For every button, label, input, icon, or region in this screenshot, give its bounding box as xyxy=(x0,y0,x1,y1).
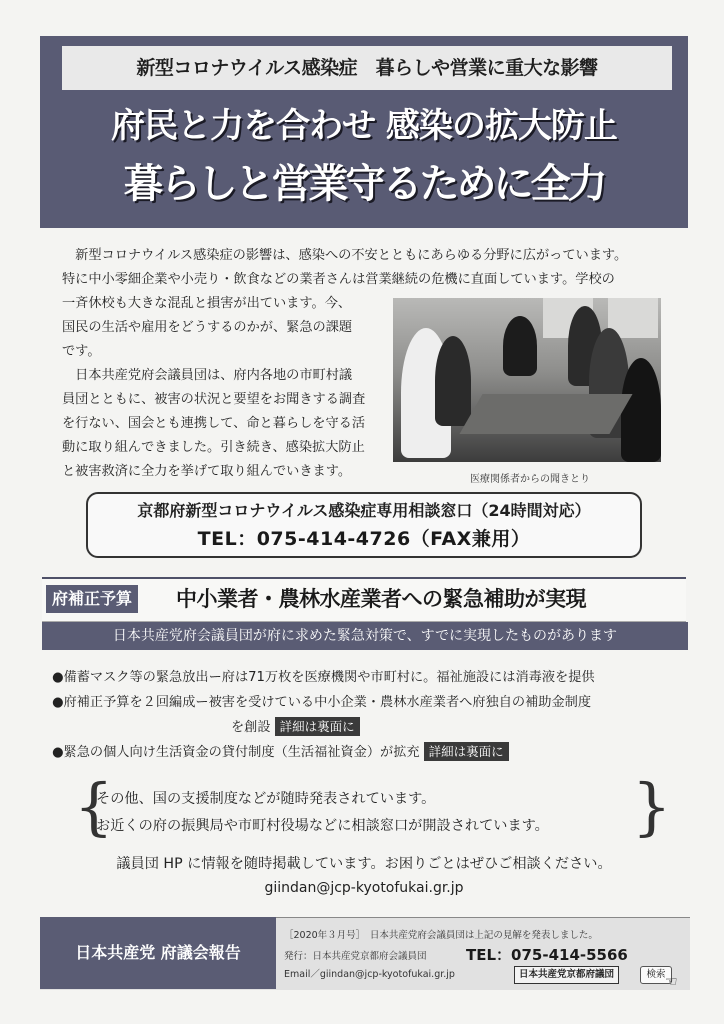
left-brace: { xyxy=(74,770,114,843)
budget-title: 中小業者・農林水産業者への緊急補助が実現 xyxy=(176,587,586,611)
body-line: 一斉休校も大きな混乱と損害が出ています。今、 xyxy=(62,296,352,311)
consultation-title: 京都府新型コロナウイルス感染症専用相談窓口（24時間対応） xyxy=(137,501,591,520)
contact-email[interactable]: giindan@jcp-kyotofukai.gr.jp xyxy=(264,880,464,896)
meeting-photo xyxy=(393,298,661,462)
budget-subtitle: 日本共産党府会議員団が府に求めた緊急対策で、すでに実現したものがあります xyxy=(42,622,688,650)
bullet-living-fund xyxy=(52,741,509,765)
detail-tag: 詳細は裏面に xyxy=(424,742,509,761)
detail-tag: 詳細は裏面に xyxy=(275,717,360,736)
bullet-supplementary-budget-cont xyxy=(231,716,360,740)
footer-issue-line: ［2020年３月号］ 日本共産党府会議員団は上記の見解を発表しました。 xyxy=(284,930,598,941)
body-line: 員団とともに、被害の状況と要望をお聞きする調査 xyxy=(62,392,366,407)
right-brace: } xyxy=(632,770,672,843)
bullet-mask-release: ●備蓄マスク等の緊急放出ー府は71万枚を医療機関や市町村に。福祉施設には消毒液を提供 xyxy=(52,670,595,685)
search-button[interactable]: 検索 xyxy=(640,966,672,984)
body-line: です。 xyxy=(62,344,101,359)
footer-title: 日本共産党 府議会報告 xyxy=(75,943,241,962)
photo-caption: 医療関係者からの聞きとり xyxy=(470,474,590,485)
footer-publisher: 発行：日本共産党京都府会議員団 xyxy=(284,951,427,962)
headline-primary: 府民と力を合わせ 感染の拡大防止 xyxy=(111,106,617,146)
body-line: を行ない、国会とも連携して、命と暮らしを守る活 xyxy=(62,416,366,431)
body-line: 特に中小零細企業や小売り・飲食などの業者さんは営業継続の危機に直面しています。学校の xyxy=(62,272,615,287)
body-line: と被害救済に全力を挙げて取り組んでいきます。 xyxy=(62,464,352,479)
bullet-supplementary-budget: ●府補正予算を２回編成ー被害を受けている中小企業・農林水産業者へ府独自の補助金制度 xyxy=(52,695,592,710)
body-line: 新型コロナウイルス感染症の影響は、感染への不安とともにあらゆる分野に広がっています。 xyxy=(62,248,628,263)
header-subtitle: 新型コロナウイルス感染症 暮らしや営業に重大な影響 xyxy=(62,46,672,90)
headline-secondary: 暮らしと営業守るために全力 xyxy=(123,161,605,207)
notice-line: お近くの府の振興局や市町村役場などに相談窓口が開設されています。 xyxy=(96,818,549,834)
search-input[interactable]: 日本共産党京都府議団 xyxy=(514,966,619,984)
bullet-text: ●緊急の個人向け生活資金の貸付制度（生活福祉資金）が拡充 xyxy=(52,745,420,760)
footer-email[interactable]: Email／giindan@jcp-kyotofukai.gr.jp xyxy=(284,969,455,980)
body-line: 日本共産党府会議員団は、府内各地の市町村議 xyxy=(62,368,353,383)
body-line: 動に取り組んできました。引き続き、感染拡大防止 xyxy=(62,440,365,455)
consultation-tel: TEL：075-414-4726（FAX兼用） xyxy=(197,528,531,550)
notice-line: その他、国の支援制度などが随時発表されています。 xyxy=(96,791,436,807)
budget-tag: 府補正予算 xyxy=(46,585,138,613)
hand-cursor-icon: ☜ xyxy=(665,974,678,990)
homepage-notice: 議員団 HP に情報を随時掲載しています。お困りごとはぜひご相談ください。 xyxy=(116,856,612,872)
body-line: 国民の生活や雇用をどうするのかが、緊急の課題 xyxy=(62,320,353,335)
footer-tel: TEL：075-414-5566 xyxy=(466,946,628,964)
bullet-text: を創設 xyxy=(231,720,271,735)
